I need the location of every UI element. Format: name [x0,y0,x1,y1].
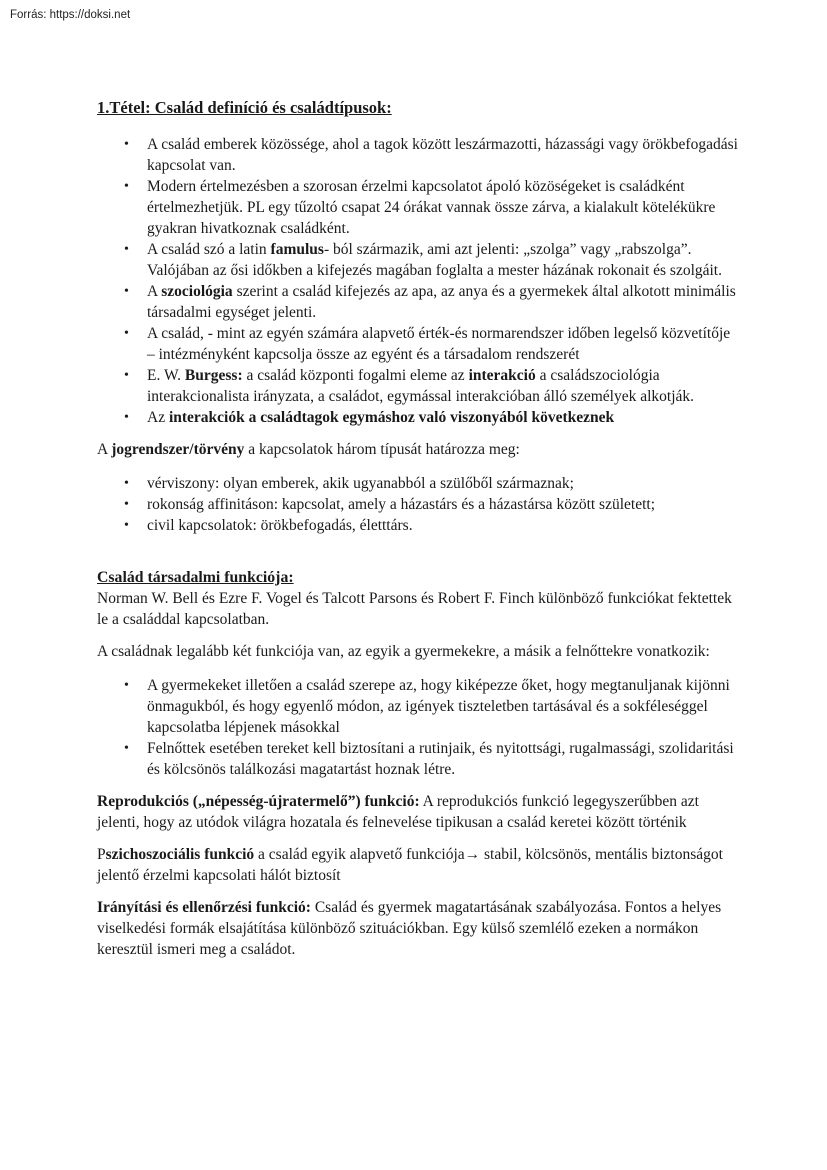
text-run: A család, - mint az egyén számára alapvető érték-és normarendszer időben legelső közvetítője – intézményként kapcsolja össze az egyént és a társadalom rendszerét [147,325,731,363]
list-item-text [147,407,738,428]
bold-text-run: szichoszociális funkció [105,846,255,863]
bold-text-run: Burgess: [184,367,243,384]
bullet-list [97,675,738,780]
list-item-text [147,473,738,494]
text-run: P [97,846,106,863]
text-run: A család szó a latin [147,241,271,258]
bullet-icon: • [124,326,129,341]
bullet-icon: • [124,678,129,693]
bold-text-run: Reprodukciós („népesség-újratermelő”) funkció: [97,793,420,810]
list-item-text [147,239,738,281]
paragraph [97,897,738,960]
paragraph [97,844,738,886]
list-item [97,407,738,428]
text-run: E. W. [147,367,185,384]
text-run: szerint a család kifejezés az apa, az anya és a gyermekek által alkotott minimális társadalmi egységet jelenti. [147,283,736,321]
text-run: A [97,441,112,458]
bold-text-run: interakciók a családtagok egymáshoz való viszonyából következnek [168,409,615,426]
bullet-list [97,473,738,536]
source-url-label: Forrás: https://doksi.net [10,9,131,21]
text-run: civil kapcsolatok: örökbefogadás, életttárs. [147,517,413,534]
text-run: Az [147,409,169,426]
bold-text-run: 1.Tétel: Család definíció és családtípusok: [97,98,392,117]
text-run: Norman W. Bell és Ezre F. Vogel és Talcott Parsons és Robert F. Finch különböző funkciókat fektettek le a családdal kapcsolatban. [97,590,732,628]
list-item-text [147,323,738,365]
bullet-icon: • [124,410,129,425]
text-run: a kapcsolatok három típusát határozza meg: [244,441,520,458]
paragraph [97,439,738,460]
list-item [97,494,738,515]
list-item-text [147,494,738,515]
bold-text-run: Család társadalmi funkciója: [97,569,294,586]
list-item [97,738,738,780]
bold-text-run: szociológia [161,283,233,300]
list-item [97,323,738,365]
text-run: A reprodukciós funkció legegyszerűbben azt jelenti, hogy az utódok világra hozatala és felnevelése tipikusan a család keretei között történik [97,793,699,831]
bullet-icon: • [124,242,129,257]
bold-text-run: interakció [468,367,536,384]
paragraph [97,641,738,662]
list-item-text [147,176,738,239]
bullet-icon: • [124,497,129,512]
section-heading [97,567,738,588]
bullet-icon: • [124,741,129,756]
list-item-text [147,675,738,738]
section-heading [97,96,738,120]
list-item-text [147,365,738,407]
bold-text-run: jogrendszer/törvény [111,441,245,458]
text-run: a családszociológia interakcionalista irányzata, a családot, egymással interakcióban álló személyek alkotják. [147,367,695,405]
bullet-list [97,134,738,428]
list-item [97,515,738,536]
list-item-text [147,134,738,176]
list-item [97,239,738,281]
list-item [97,675,738,738]
bullet-icon: • [124,368,129,383]
list-item [97,176,738,239]
text-run: A gyermekeket illetően a család szerepe az, hogy kiképezze őket, hogy megtanuljanak kijönni önmagukból, és hogy egyenlő módon, az igények tiszteletben tartásával és a sokféleséggel kapcsolatba lépjenek másokkal [147,677,730,736]
list-item [97,281,738,323]
text-run: vérviszony: olyan emberek, akik ugyanabból a szülőből származnak; [147,475,574,492]
text-run: Család és gyermek magatartásának szabályozása. Fontos a helyes viselkedési formák elsajátítása különböző szituációkban. Egy külső szemlélő ezeken a normákon keresztül ismeri meg a családot. [97,899,722,958]
bullet-icon: • [124,137,129,152]
text-run: Modern értelmezésben a szorosan érzelmi kapcsolatot ápoló közöségeket is családként értelmezhetjük. PL egy tűzoltó csapat 24 órákat vannak össze zárva, a kialakult kötelékükre gyakran hivatkoznak családként. [147,178,716,237]
list-item-text [147,515,738,536]
paragraph [97,791,738,833]
bold-text-run: Irányítási és ellenőrzési funkció: [97,899,311,916]
text-run: - ból származik, ami azt jelenti: „szolga” vagy „rabszolga”. Valójában az ősi időkben a kifejezés magában foglalta a mester házának rokonait és szolgáit. [147,241,722,279]
document-body [97,96,738,960]
text-run: a család egyik alapvető funkciója→ stabil, kölcsönös, mentális biztonságot jelentő érzelmi kapcsolati hálót biztosít [97,846,723,884]
bullet-icon: • [124,518,129,533]
list-item [97,473,738,494]
paragraph [97,588,738,630]
bullet-icon: • [124,179,129,194]
bullet-icon: • [124,476,129,491]
bold-text-run: famulus [270,241,324,258]
text-run: a család központi fogalmi eleme az [242,367,469,384]
text-run: A család emberek közössége, ahol a tagok között leszármazotti, házassági vagy örökbefogadási kapcsolat van. [147,136,738,174]
text-run: A családnak legalább két funkciója van, az egyik a gyermekekre, a másik a felnőttekre vonatkozik: [97,643,710,660]
list-item-text [147,738,738,780]
bullet-icon: • [124,284,129,299]
list-item-text [147,281,738,323]
text-run: A [147,283,162,300]
list-item [97,134,738,176]
text-run: rokonság affinitáson: kapcsolat, amely a házastárs és a házastársa között született; [147,496,656,513]
text-run: Felnőttek esetében tereket kell biztosítani a rutinjaik, és nyitottsági, rugalmassági, szolidaritási és kölcsönös találkozási magatartást hoznak létre. [147,740,734,778]
list-item [97,365,738,407]
